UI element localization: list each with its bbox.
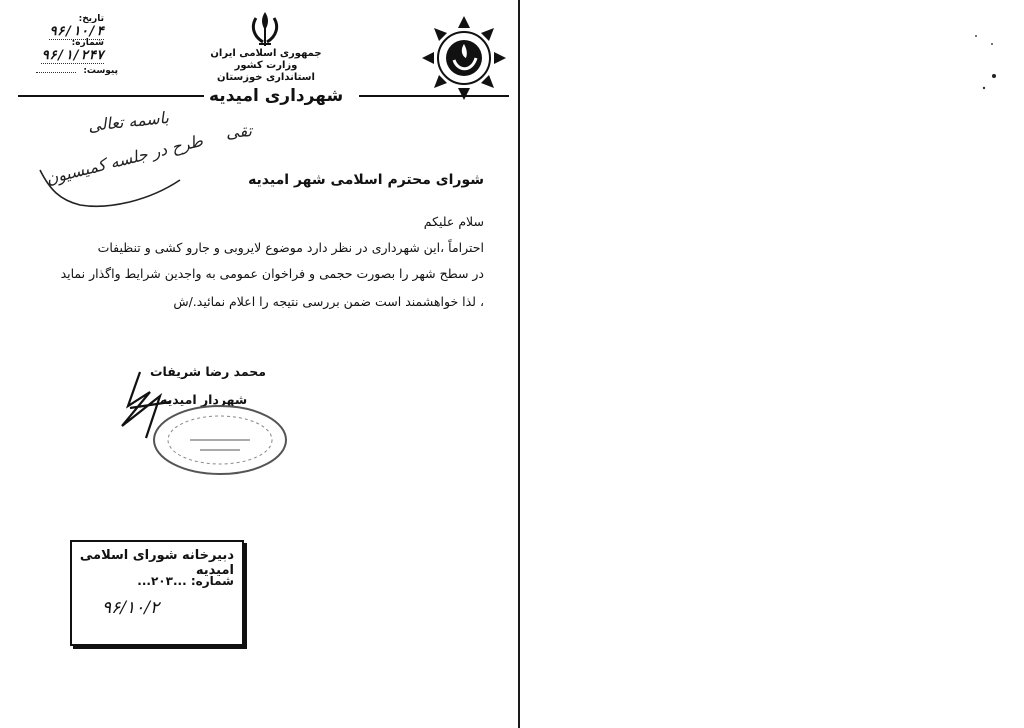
municipality-logo-icon: [420, 14, 508, 102]
republic-text: جمهوری اسلامی ایران: [210, 48, 322, 59]
stamp-title: دبیرخانه شورای اسلامی امیدیه: [79, 548, 234, 578]
handwritten-scribble: [20, 160, 190, 220]
attachment-field: [18, 66, 118, 76]
handwritten-note-top: باسمه تعالی: [87, 107, 170, 136]
stamp-number-row: [137, 574, 234, 588]
ministry-text: وزارت کشور: [234, 60, 298, 71]
number-label: شماره:: [71, 38, 104, 48]
number-value: ۹۶/۱/۲۴۷: [41, 48, 104, 63]
handwritten-signature: [110, 366, 180, 446]
iran-emblem-icon: [247, 10, 283, 48]
date-value: ۹۶/۱۰/۴: [49, 24, 104, 39]
stamp-number-label: شماره:: [190, 574, 234, 588]
body-line-1: احتراماً ،این شهرداری در نظر دارد موضوع لایروبی و جارو کشی و تنظیفات: [97, 240, 484, 255]
signatory-title: شهردار امیدیه: [160, 392, 248, 407]
date-field: [18, 14, 104, 39]
council-secretariat-stamp: [70, 540, 244, 646]
scan-specks: [970, 30, 1000, 100]
municipality-title: شهرداری امیدیه: [209, 86, 344, 106]
recipient-line: شورای محترم اسلامی شهر امیدیه: [248, 172, 484, 188]
body-line-2: در سطح شهر را بصورت حجمی و فراخوان عمومی به واجدین شرایط واگذار نماید: [60, 266, 484, 281]
body-line-3: ، لذا خواهشمند است ضمن بررسی نتیجه را اعلام نمائید./ش: [173, 294, 484, 309]
attachment-label: پیوست:: [83, 66, 118, 76]
number-field: [18, 38, 104, 63]
stamp-number-value: ...۲۰۳...: [137, 574, 187, 588]
handwritten-note-side: طرح در جلسه کمیسیون: [44, 130, 205, 189]
date-label: تاریخ:: [78, 14, 104, 24]
attachment-blank: [36, 72, 76, 73]
stamp-date: ۹۶/۱۰/۲: [102, 598, 160, 618]
handwritten-note-signed: تقی: [225, 121, 253, 142]
signatory-name: محمد رضا شریفات: [150, 364, 267, 379]
greeting-line: سلام علیکم: [423, 214, 484, 229]
page-border: [518, 0, 520, 728]
governorate-text: استانداری خوزستان: [217, 72, 315, 83]
title-rule-left: [18, 95, 204, 97]
